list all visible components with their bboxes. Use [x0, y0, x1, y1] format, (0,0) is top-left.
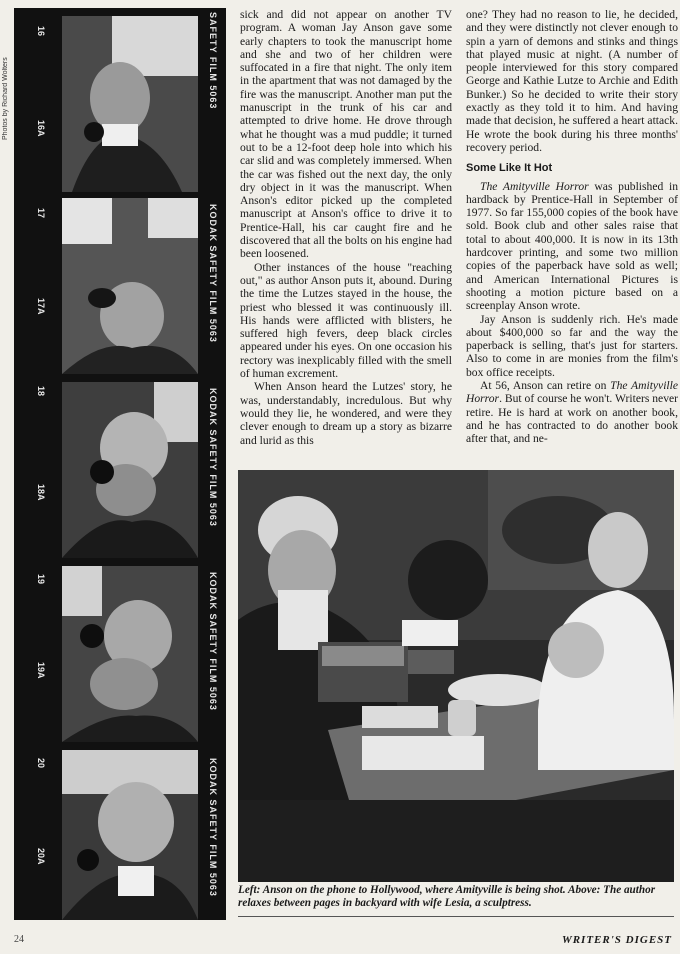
frame-number: 19 — [36, 574, 46, 585]
article-column-1 — [240, 8, 452, 447]
frame-number: 16 — [36, 26, 46, 37]
article-paragraph: one? They had no reason to lie, he decided, and they were distinctly not clever enough to spin a yarn of demons and stinks and things that played music at night. (A number of people interviewed for this story compared George and Kathie Lutze to Archie and Edith Bunker.) So he decided to write their story exactly as they told it to him. And having made that decision, he suffered a heart attack. He wrote the book during his three months' recovery period. — [466, 8, 678, 154]
frame-number: 18A — [36, 484, 46, 501]
paragraph-text: was published in hardback by Prentice-Hall in September of 1977. So far 155,000 copies of the book have sold. Book club and other sales raise that total to about 400,000. It is now in its 13th hardcover printing, and some two million copies of the paperback have sold as well; and American International Pictures is shooting a motion picture based on a screenplay Anson wrote. — [466, 179, 678, 313]
article-paragraph: sick and did not appear on another TV program. A woman Jay Anson gave some early chapters to took the manuscript home and she and two of her children were suffocated in a fire that night. The only item in the apartment that was not damaged by the fire was the manuscript. Another man put the manuscript in the trunk of his car and attempted to drive home. He drove through what he thought was a mud puddle; it turned out to be a 12-foot deep hole into which his car slid and was completely immersed. When the car was fished out the next day, the only dry object in it was the manuscript. When Anson's editor picked up the completed manuscript at Anson's office to drive it to Prentice-Hall, his car caught fire and he discovered that all the bolts on his engine had been loosened. — [240, 8, 452, 261]
frame-number: 16A — [36, 120, 46, 137]
page-number: 24 — [14, 934, 24, 945]
frame-number: 17A — [36, 298, 46, 315]
paragraph-text: At 56, Anson can retire on — [480, 379, 611, 393]
backyard-photo — [238, 470, 674, 882]
article-paragraph: Other instances of the house "reaching out," as author Anson puts it, abound. During the time the Lutzes stayed in the house, the priest who blessed it was continuously ill. His hands were afflicted with blisters, he suffered high fevers, deep black circles appeared under his eyes. On one occasion his rectory was inexplicably filled with the smell of human excrement. — [240, 260, 452, 381]
filmstrip-photo — [62, 198, 198, 374]
article-column-2 — [466, 8, 678, 446]
book-title: The Amityville Horror — [480, 179, 589, 193]
frame-number: 19A — [36, 662, 46, 679]
filmstrip-photo — [62, 16, 198, 192]
article-paragraph — [466, 180, 678, 313]
subheading: Some Like It Hot — [466, 162, 553, 175]
filmstrip-photo — [62, 566, 198, 742]
contact-sheet-filmstrip — [14, 8, 226, 920]
film-edge-label: KODAK SAFETY FILM 5063 — [208, 572, 218, 711]
filmstrip-photo — [62, 750, 198, 920]
film-edge-label: KODAK SAFETY FILM 5063 — [208, 204, 218, 343]
book-title: The Amityville Horror — [466, 379, 679, 406]
article-paragraph: Jay Anson is suddenly rich. He's made about $400,000 so far and the way the paperback is selling, that's just for starters. Also to come in are monies from the film's box office receipts. — [466, 312, 678, 379]
paragraph-text: . But of course he won't. Writers never retire. He is hard at work on another book, and he has contracted to do another book after that, and ne- — [466, 392, 678, 446]
film-edge-label: KODAK SAFETY FILM 5063 — [208, 388, 218, 527]
photo-credit: Photos by Richard Wolters — [2, 57, 9, 140]
photo-caption: Left: Anson on the phone to Hollywood, where Amityville is being shot. Above: The author relaxes between pages in backyard with wife Lesia, a sculptress. — [238, 884, 674, 917]
frame-number: 17 — [36, 208, 46, 219]
article-paragraph: When Anson heard the Lutzes' story, he was, understandably, incredulous. But why would they lie, he wondered, and were they clever enough to dream up a story as bizarre and lurid as this — [240, 380, 452, 447]
frame-number: 20 — [36, 758, 46, 769]
film-edge-label: SAFETY FILM 5063 — [208, 12, 218, 110]
film-edge-label: KODAK SAFETY FILM 5063 — [208, 758, 218, 897]
frame-number: 18 — [36, 386, 46, 397]
frame-number: 20A — [36, 848, 46, 865]
filmstrip-photo — [62, 382, 198, 558]
article-paragraph — [466, 379, 678, 445]
magazine-name: WRITER'S DIGEST — [561, 934, 672, 946]
